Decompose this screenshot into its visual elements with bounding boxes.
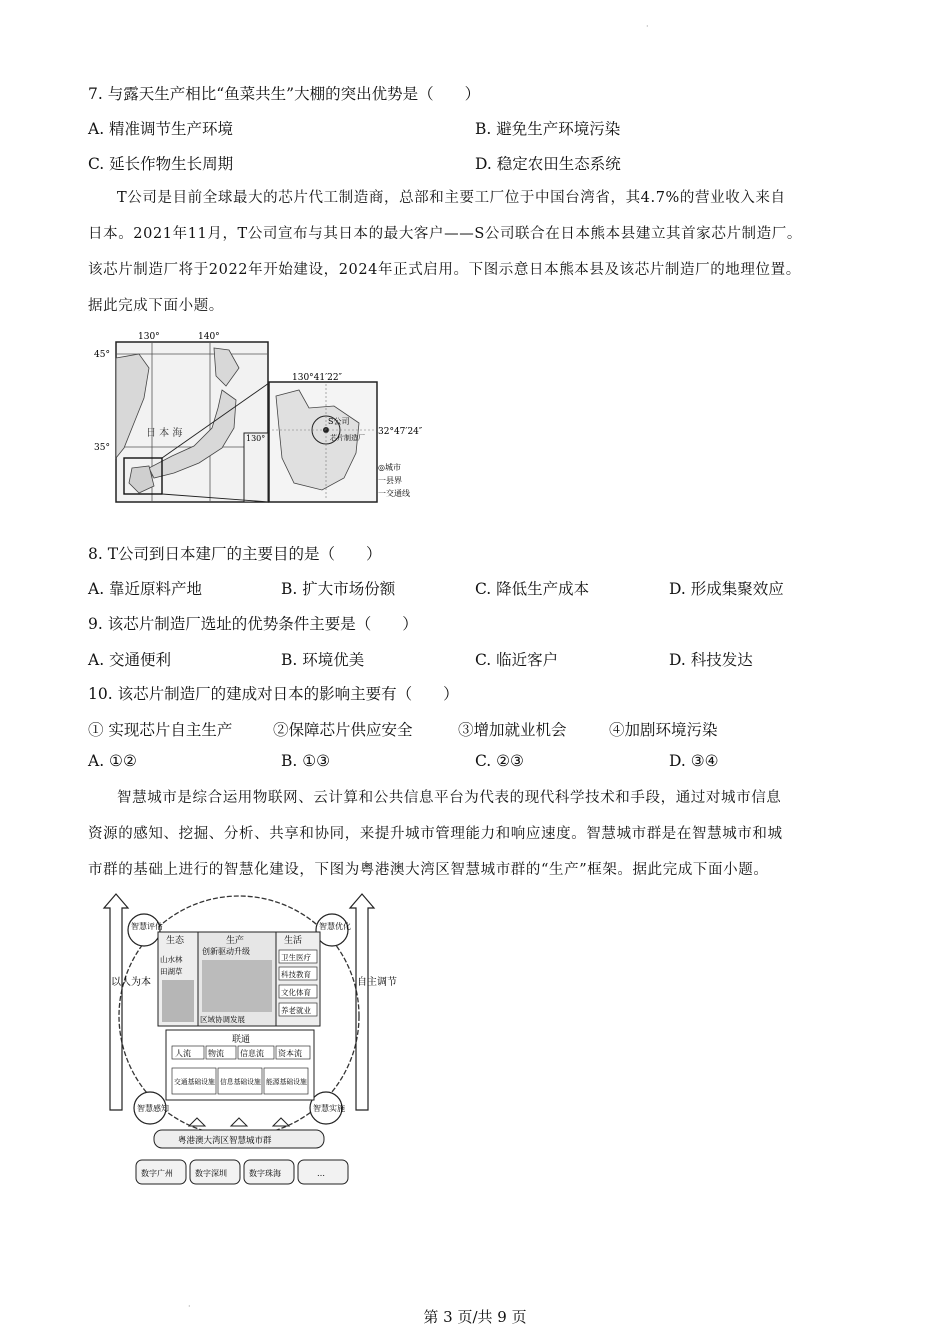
production-bottom-label: 区域协调发展 [200,1015,245,1024]
q7-option-a: A. 精准调节生产环境 [88,120,234,138]
smart-implement-label: 智慧实施 [313,1104,345,1113]
eco-blurred-block [162,980,194,1022]
smart-optimize-label: 智慧优化 [319,922,351,931]
flow-1: 人流 [175,1049,191,1058]
infra-1: 交通基础设施 [174,1078,215,1086]
left-arrow-label: 以人为本 [111,977,151,988]
ecology-label: 生态 [166,936,185,946]
japan-kumamoto-map [94,328,444,508]
q8-option-a: A. 靠近原料产地 [88,580,203,598]
q10-statement-3: ③增加就业机会 [458,721,567,739]
infra-2: 信息基础设施 [220,1078,261,1086]
production-blurred-block [202,960,272,1012]
flow-2: 物流 [208,1049,224,1058]
eco-item-2: 田湖草 [160,967,183,976]
q9-stem: 9. 该芯片制造厂选址的优势条件主要是（ ） [88,615,418,633]
legend-traffic: 一交通线 [378,489,410,498]
passage2-line1: 智慧城市是综合运用物联网、云计算和公共信息平台为代表的现代科学技术和手段，通过对城市信息 [117,790,782,806]
passage-chip-factory [88,180,866,324]
q10-statement-2: ②保障芯片供应安全 [273,721,413,739]
q9-option-b: B. 环境优美 [281,651,365,669]
lon-140-label: 140° [198,332,220,342]
link-title: 联通 [232,1035,251,1045]
city-1: 数字广州 [141,1169,173,1178]
city-2: 数字深圳 [195,1169,227,1178]
legend-county: 一县界 [378,476,402,485]
page-footer: 第 3 页/共 9 页 [423,1308,527,1326]
q10-option-d: D. ③④ [669,752,719,770]
passage1-line2: 日本。2021年11月，T公司宣布与其日本的最大客户——S公司联合在日本熊本县建立其首家芯片制造厂。 [88,226,802,242]
passage1-line4: 据此完成下面小题。 [88,298,224,314]
q10-statement-4: ④加剧环境污染 [609,721,718,739]
infra-3: 能源基础设施 [266,1078,307,1086]
q8-stem: 8. T公司到日本建厂的主要目的是（ ） [88,545,382,563]
sea-label: 日 本 海 [146,428,183,439]
scan-dot: · [646,22,649,31]
q10-stem: 10. 该芯片制造厂的建成对日本的影响主要有（ ） [88,685,459,703]
base-label: 粤港澳大湾区智慧城市群 [178,1136,272,1146]
q7-stem: 7. 与露天生产相比“鱼菜共生”大棚的突出优势是（ ） [88,85,481,103]
q9-option-a: A. 交通便利 [88,651,172,669]
right-arrow-label: 自主调节 [357,977,397,988]
scan-dot-bottom: · [188,1302,191,1311]
life-label: 生活 [284,936,303,946]
q8-option-b: B. 扩大市场份额 [281,580,396,598]
lon-130b-label: 130° [246,434,266,443]
life-item-4: 养老就业 [281,1006,311,1015]
q10-option-b: B. ①③ [281,752,331,770]
inset-lon-label: 130°41′22″ [292,373,342,383]
life-item-2: 科技教育 [281,970,311,979]
factory-label: 芯片制造厂 [330,434,365,442]
production-label: 生产 [226,936,245,946]
q7-option-d: D. 稳定农田生态系统 [475,155,621,173]
production-sub-label: 创新驱动升级 [202,947,250,956]
passage2-line2: 资源的感知、挖掘、分析、共享和协同，来提升城市管理能力和响应速度。智慧城市群是在智慧城市和城 [88,826,783,842]
q10-option-a: A. ①② [88,752,137,770]
q7-option-b: B. 避免生产环境污染 [475,120,621,138]
city-4: … [317,1169,325,1178]
lon-130-label: 130° [138,332,160,342]
passage1-line1: T公司是目前全球最大的芯片代工制造商，总部和主要工厂位于中国台湾省，其4.7%的营业收入来自 [117,190,786,206]
passage-smart-city [88,780,866,888]
flow-4: 资本流 [278,1049,302,1058]
q9-option-c: C. 临近客户 [475,651,559,669]
passage1-line3: 该芯片制造厂将于2022年开始建设，2024年正式启用。下图示意日本熊本县及该芯片制造厂的地理位置。 [88,262,801,278]
q9-option-d: D. 科技发达 [669,651,753,669]
passage2-line3: 市群的基础上进行的智慧化建设，下图为粤港澳大湾区智慧城市群的“生产”框架。据此完成下面小题。 [88,862,769,878]
eco-item-1: 山水林 [160,955,183,964]
q10-option-c: C. ②③ [475,752,524,770]
city-3: 数字珠海 [249,1169,281,1178]
company-label: S公司 [328,417,350,426]
smart-evaluate-label: 智慧评估 [131,922,163,931]
life-item-1: 卫生医疗 [281,953,311,962]
q8-option-d: D. 形成集聚效应 [669,580,784,598]
life-item-3: 文化体育 [281,988,311,997]
legend-city: ◎城市 [378,463,401,472]
smart-city-framework-diagram [94,890,397,1195]
q7-option-c: C. 延长作物生长周期 [88,155,234,173]
flow-3: 信息流 [240,1049,264,1058]
lat-45-label: 45° [94,350,110,360]
lat-35-label: 35° [94,443,110,453]
inset-lat-label: 32°47′24″ [378,427,423,437]
q10-statement-1: ① 实现芯片自主生产 [88,721,233,739]
smart-sense-label: 智慧感知 [137,1104,169,1113]
q8-option-c: C. 降低生产成本 [475,580,590,598]
